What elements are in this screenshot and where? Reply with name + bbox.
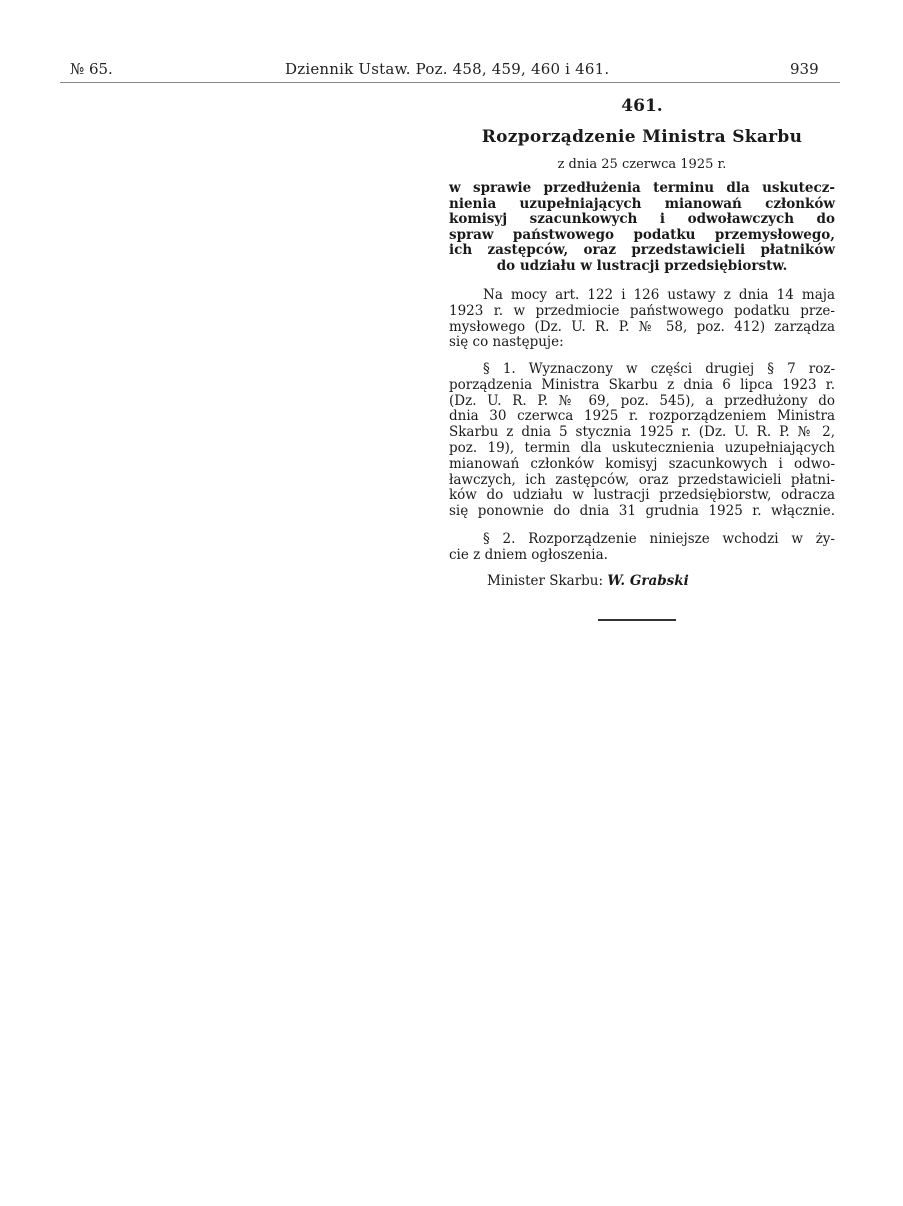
document-title: Rozporządzenie Ministra Skarbu [481, 127, 803, 147]
preamble-line: się co następuje: [449, 334, 564, 351]
section-1-line: poz. 19), termin dla uskutecznienia uzupełniających [449, 439, 835, 456]
section-1-line: § 1. Wyznaczony w części drugiej § 7 roz- [483, 361, 835, 377]
subject-line: ich zastępców, oraz przedstawicieli płatników [449, 242, 835, 258]
page-number: 939 [790, 60, 819, 78]
section-2-line: § 2. Rozporządzenie niniejsze wchodzi w ży- [483, 531, 835, 547]
issue-number: № 65. [70, 60, 113, 78]
journal-reference: Dziennik Ustaw. Poz. 458, 459, 460 i 461. [285, 60, 610, 78]
signature [487, 573, 689, 589]
subject-line: w sprawie przedłużenia terminu dla uskutecz- [449, 180, 835, 196]
document-date: z dnia 25 czerwca 1925 r. [557, 157, 727, 172]
signature-label: Minister Skarbu: [487, 573, 604, 589]
section-1-line: mianowań członków komisyj szacunkowych i odwo- [449, 455, 835, 472]
signature-name: W. Grabski [607, 573, 689, 589]
section-1-line: dnia 30 czerwca 1925 r. rozporządzeniem Ministra [449, 408, 835, 425]
subject-line: do udziału w lustracji przedsiębiorstw. [496, 257, 788, 274]
section-1-line: Skarbu z dnia 5 stycznia 1925 r. (Dz. U. R. P. № 2, [449, 424, 835, 441]
preamble-line: Na mocy art. 122 i 126 ustawy z dnia 14 maja [483, 287, 835, 303]
section-1-line: porządzenia Ministra Skarbu z dnia 6 lipca 1923 r. [449, 376, 835, 393]
subject-line: spraw państwowego podatku przemysłowego, [449, 226, 835, 243]
section-1-line: się ponownie do dnia 31 grudnia 1925 r. włącznie. [449, 503, 835, 520]
section-2-line: cie z dniem ogłoszenia. [449, 546, 608, 563]
section-2-paragraph [449, 532, 835, 564]
section-1-line: ławczych, ich zastępców, oraz przedstawicieli płatni- [449, 471, 835, 488]
end-divider [598, 619, 676, 621]
section-1-paragraph [449, 362, 835, 520]
subject-line: komisyj szacunkowych i odwoławczych do [449, 211, 835, 227]
preamble-paragraph [449, 288, 835, 351]
subject-line: nienia uzupełniających mianowań członków [449, 195, 835, 212]
document-subject [449, 181, 835, 274]
preamble-line: 1923 r. w przedmiocie państwowego podatku prze- [449, 302, 835, 319]
section-1-line: (Dz. U. R. P. № 69, poz. 545), a przedłużony do [449, 392, 835, 409]
preamble-line: mysłowego (Dz. U. R. P. № 58, poz. 412) zarządza [449, 318, 835, 335]
section-1-line: ków do udziału w lustracji przedsiębiorstw, odracza [449, 487, 835, 504]
document-number: 461. [621, 96, 663, 116]
header-divider [60, 82, 840, 83]
